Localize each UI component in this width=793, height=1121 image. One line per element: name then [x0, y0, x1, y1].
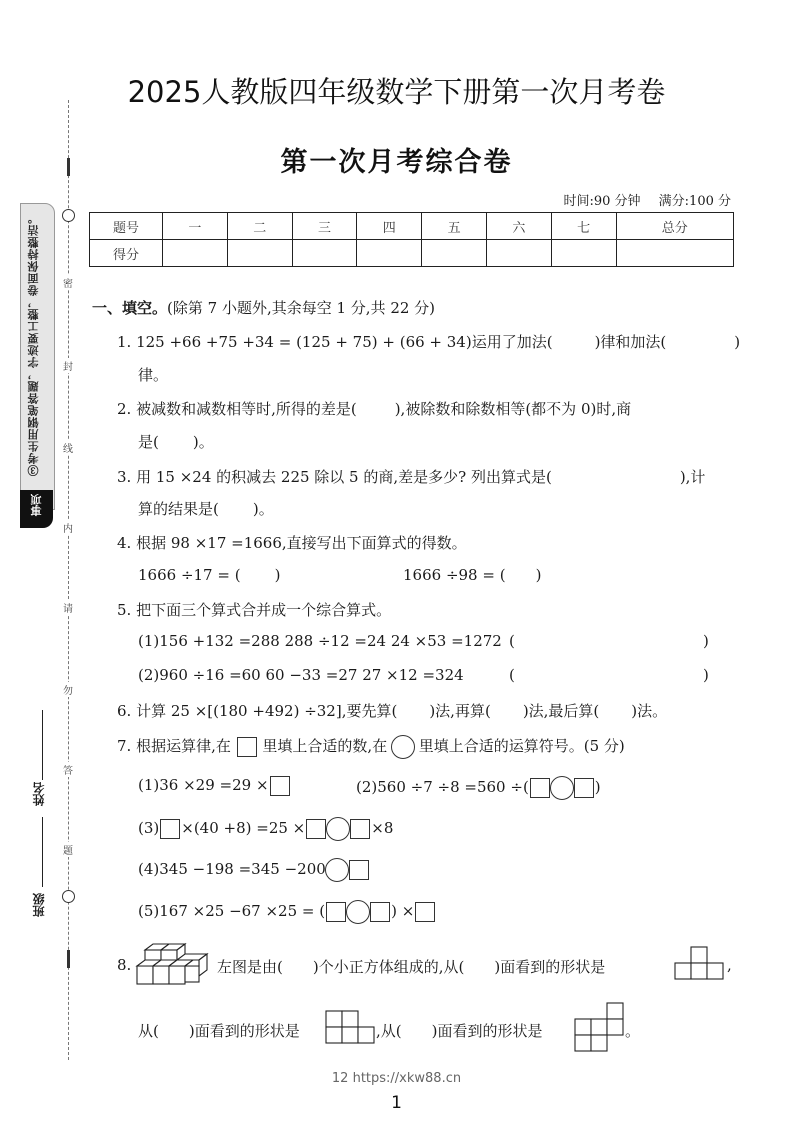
question-7-part-5 — [138, 900, 436, 924]
seal-char: 封 — [63, 358, 73, 373]
seal-line-mark — [67, 950, 70, 968]
score-table-score-row — [90, 240, 734, 267]
seal-char: 内 — [63, 520, 73, 535]
question-text: )个小正方体组成的,从( — [312, 958, 465, 976]
score-input-cell[interactable] — [616, 240, 733, 267]
score-input-cell[interactable] — [551, 240, 616, 267]
question-1-line1 — [117, 331, 740, 352]
seal-char: 答 — [63, 762, 73, 777]
page-number: 1 — [391, 1093, 402, 1113]
exam-meta — [563, 190, 731, 209]
answer-box[interactable] — [415, 902, 435, 922]
answer-box[interactable] — [326, 902, 346, 922]
score-input-cell[interactable] — [422, 240, 487, 267]
answer-blank[interactable] — [525, 632, 700, 652]
full-score-label: 满分:100 分 — [658, 194, 731, 209]
question-text: 2. 被减数和减数相等时,所得的差是( — [117, 400, 357, 418]
question-text: 左图是由( — [217, 958, 283, 976]
view-shape-step-icon — [575, 1002, 627, 1054]
name-label: 姓名 — [32, 782, 46, 806]
answer-blank[interactable] — [525, 666, 700, 686]
question-text: )法,最后算( — [522, 702, 600, 720]
question-text: 是( — [138, 433, 159, 451]
section-note: (除第 7 小题外,其余每空 1 分,共 22 分) — [167, 299, 436, 317]
question-8-line1 — [217, 956, 605, 977]
answer-circle[interactable] — [550, 776, 574, 800]
answer-circle[interactable] — [325, 858, 349, 882]
question-text: ) — [734, 333, 741, 351]
question-text: (5)167 ×25 −67 ×25 = ( — [138, 902, 326, 920]
document-title: 2025人教版四年级数学下册第一次月考卷 — [127, 75, 666, 109]
question-5-part-1: (1)156 +132 =288 288 ÷12 =24 24 ×53 =1272 — [138, 632, 502, 650]
question-text: 算的结果是( — [138, 500, 219, 518]
answer-box[interactable] — [530, 778, 550, 798]
score-table-cell: 七 — [551, 213, 616, 240]
score-row-label: 得分 — [90, 240, 163, 267]
question-text: 1666 ÷17 = ( — [138, 566, 241, 584]
question-5-part-1-close: ) — [703, 632, 709, 650]
answer-box[interactable] — [370, 902, 390, 922]
question-5-line1: 5. 把下面三个算式合并成一个综合算式。 — [117, 601, 392, 619]
square-box-icon — [237, 737, 257, 757]
question-text: ),计 — [679, 468, 706, 486]
score-input-cell[interactable] — [486, 240, 551, 267]
question-text: 6. 计算 25 ×[(180 +492) ÷32],要先算( — [117, 702, 398, 720]
question-3-line2 — [138, 498, 274, 519]
question-text: )律和加法( — [594, 333, 667, 351]
question-text: 里填上合适的运算符号。(5 分) — [418, 737, 625, 755]
question-6 — [117, 700, 667, 721]
question-8-number: 8. — [117, 956, 132, 974]
question-text: 里填上合适的数,在 — [262, 737, 388, 755]
question-text: 3. 用 15 ×24 的积减去 225 除以 5 的商,差是多少? 列出算式是( — [117, 468, 552, 486]
seal-line-mark — [67, 158, 70, 176]
score-input-cell[interactable] — [163, 240, 228, 267]
question-text: (4)345 −198 =345 −200 — [138, 860, 326, 878]
question-8-comma: , — [727, 956, 732, 974]
answer-box[interactable] — [349, 860, 369, 880]
question-text: )法。 — [631, 702, 668, 720]
notice-tab-label: 事项 — [30, 494, 43, 516]
seal-dashed-line — [68, 100, 69, 1060]
answer-circle[interactable] — [326, 817, 350, 841]
score-table-cell: 二 — [227, 213, 292, 240]
question-text: )面看到的形状是 — [188, 1022, 300, 1040]
score-table-cell: 六 — [486, 213, 551, 240]
exam-title: 第一次月考综合卷 — [280, 147, 513, 178]
question-text: (2)560 ÷7 ÷8 =560 ÷( — [356, 778, 529, 796]
section-heading — [92, 297, 435, 318]
class-label: 班级 — [32, 893, 46, 917]
circle-icon — [391, 735, 415, 759]
cube-stack-figure-icon — [135, 942, 215, 990]
question-text: ×(40 +8) =25 × — [181, 819, 306, 837]
time-label: 时间:90 分钟 — [563, 194, 641, 209]
question-text: ) — [274, 566, 281, 584]
question-7-part-2 — [356, 776, 601, 800]
question-7-part-3 — [138, 817, 393, 841]
question-7-line1 — [117, 735, 625, 759]
seal-char: 密 — [63, 275, 73, 290]
question-text: (3) — [138, 819, 160, 837]
name-write-line[interactable] — [42, 710, 43, 780]
score-table-cell: 总分 — [616, 213, 733, 240]
question-text: ) × — [391, 902, 415, 920]
notice-text: ③考生用钢笔答题，字迹要工整，卷面保持整洁。 — [27, 212, 40, 476]
binding-hole-icon — [62, 209, 75, 222]
score-table-header-row — [90, 213, 734, 240]
seal-char: 线 — [63, 440, 73, 455]
answer-box[interactable] — [574, 778, 594, 798]
score-table — [89, 212, 734, 267]
question-text: ) — [535, 566, 542, 584]
question-1-line2: 律。 — [138, 366, 169, 384]
score-table-cell: 三 — [292, 213, 357, 240]
question-8-period: 。 — [625, 1022, 641, 1040]
question-text: )法,再算( — [429, 702, 491, 720]
notice-tab — [20, 490, 53, 528]
question-5-part-1-open: ( — [509, 632, 515, 650]
score-table-cell: 五 — [422, 213, 487, 240]
question-text: )。 — [252, 500, 274, 518]
question-text: 1666 ÷98 = ( — [403, 566, 506, 584]
class-write-line[interactable] — [42, 817, 43, 887]
question-5-part-2-close: ) — [703, 666, 709, 684]
answer-box[interactable] — [270, 776, 290, 796]
exam-notice-panel — [20, 203, 55, 510]
answer-box[interactable] — [350, 819, 370, 839]
answer-box[interactable] — [160, 819, 180, 839]
score-table-cell: 四 — [357, 213, 422, 240]
seal-char: 题 — [63, 842, 73, 857]
question-text: (1)36 ×29 =29 × — [138, 776, 269, 794]
seal-char: 请 — [63, 600, 73, 615]
view-shape-l-icon — [326, 1010, 376, 1044]
question-text: ×8 — [371, 819, 394, 837]
question-text: ,从( — [376, 1022, 402, 1040]
question-text: ),被除数和除数相等(都不为 0)时,商 — [394, 400, 632, 418]
score-table-cell: 题号 — [90, 213, 163, 240]
question-text: )面看到的形状是 — [494, 958, 606, 976]
question-3-line1 — [117, 466, 705, 487]
question-5-part-2-open: ( — [509, 666, 515, 684]
question-text: 7. 根据运算律,在 — [117, 737, 231, 755]
question-text: 1. 125 +66 +75 +34 = (125 + 75) + (66 + 34)运用了加法( — [117, 333, 553, 351]
score-input-cell[interactable] — [292, 240, 357, 267]
binding-hole-icon — [62, 890, 75, 903]
seal-char: 勿 — [63, 682, 73, 697]
section-title: 一、填空。 — [92, 299, 168, 317]
answer-circle[interactable] — [346, 900, 370, 924]
question-text: )。 — [192, 433, 214, 451]
question-8-line2b — [376, 1020, 542, 1041]
score-input-cell[interactable] — [357, 240, 422, 267]
question-7-part-1 — [138, 776, 291, 796]
question-2-line2 — [138, 431, 214, 452]
question-7-part-4 — [138, 858, 370, 882]
question-4-part-b — [403, 566, 541, 584]
question-text: 从( — [138, 1022, 159, 1040]
score-table-cell: 一 — [163, 213, 228, 240]
footer-url: 12 https://xkw88.cn — [331, 1071, 462, 1086]
question-8-line2a — [138, 1020, 300, 1041]
view-shape-t-icon — [675, 946, 725, 980]
question-text: )面看到的形状是 — [431, 1022, 543, 1040]
score-input-cell[interactable] — [227, 240, 292, 267]
question-2-line1 — [117, 398, 631, 419]
answer-box[interactable] — [306, 819, 326, 839]
question-4-part-a — [138, 566, 280, 584]
question-5-part-2: (2)960 ÷16 =60 60 −33 =27 27 ×12 =324 — [138, 666, 464, 684]
question-4-line1: 4. 根据 98 ×17 =1666,直接写出下面算式的得数。 — [117, 534, 467, 552]
question-text: ) — [594, 778, 601, 796]
